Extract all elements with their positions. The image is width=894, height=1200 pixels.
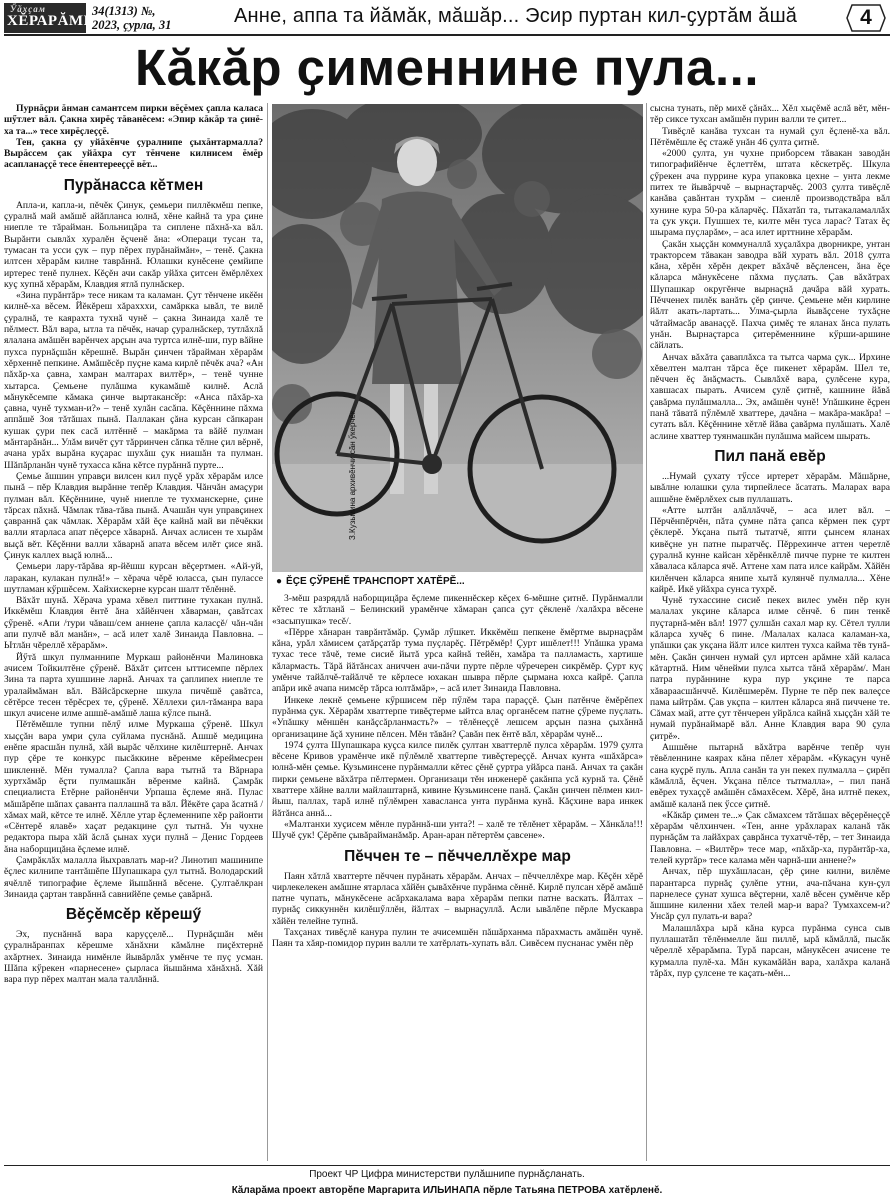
issue-date: 2023, ҫурла, 31: [92, 18, 172, 32]
paragraph: «Атте ылтăн алăллăччĕ, – аса илет вăл. – Пĕрчĕнпĕрчĕн, пăта ҫумне пăта ҫапса кĕрмен пек ҫурт ҫĕклерĕ. Укҫана пытă тытатчĕ, япти ҫынсем яланах кивĕçне ун патне пыратчĕҫ. Пĕррехинче аттен черетлĕ ҫуралнă кунне кайсан хĕрĕнкĕллĕ пичче пурне те килтен хăваласа кăларса ячĕ. Аттене хам пата илсе кайрăм. Хăйĕн килĕнчен кăларса янипе хытă кулянчĕ пулмалла... Хĕне кайрĕ. Икĕ уйăхра сунса тухрĕ.: [650, 504, 890, 595]
lead-paragraph-2: Тен, ҫакна ҫу уйăхĕнче ҫуралнипе ҫыхăнтармалла? Вырăссем ҫак уйăхра сут тĕнчене килнисем ĕмĕр асапланаççĕ тесе ĕнентерееççĕ вĕт...: [4, 136, 263, 171]
caption-bullet-icon: ●: [276, 576, 283, 587]
paragraph: Чунĕ тухассине сисиĕ пекех вилес умĕн пĕр кун малалах укҫине кăларса илме сĕнчĕ. 6 пин тенкĕ пуҫтарнă-мĕн вăл! 1977 ҫулшăн сахал мар ку. Сĕтел тулли кăларса хучĕҫ 6 пине. /Малалах каласа каламан-ха, упăшки ҫак укҫана йăлт илсе килтен тухса кайма тĕв тунă-мĕн. Ҫакăн ҫинчен нумай ҫул иртсен арăмне хăй каласа кăтартнă. Ним чĕнейми пулса хытса тăнă хĕрарăм/. Ман патра пурăннине кура пур укҫине те парса хăвараасшăнччĕ. Килĕшмерĕм. Пурне те пĕр пек валеҫсе пама ыйтрăм. Ҫав укҫпа – килтен кăларса янă пиччене те. Сăмах май, атте ҫут тĕнчерен уйрăлса кайнă хыҫҫăн хăй те нумай пурăнаймарĕ вăл. Анне Клавдия вара 90 ҫула ҫитрĕ».: [650, 595, 890, 742]
paragraph: Тахçанах тивĕҫлĕ канура пулин те ачисемшĕн пăшăрханма пăрахмасть амăшĕн чунĕ. Паян та хăяр-помидор пурин валли те хатĕрлать-хупать вăл. Сивĕсем пуснанас умĕн пĕр: [272, 927, 643, 950]
top-rule: [4, 34, 890, 36]
photo-caption: [276, 576, 465, 587]
paragraph: Ҫемье ăшшин управҫи вилсен кил пуҫĕ урăх хĕрарăм илсе пынă – пĕр Клавдия вырăнне тепĕр Клавдия. Чăнчăн амаҫури пулман вăл. Кĕҫĕннине, чунĕ ниепле те тухманскерне, ҫине тăрсах пăхнă. Чăмлак тăва-тăва пынă. Ачашăн чун управҫинех ҫавраннă ҫак чăмлак. Хĕрарăм хăй ĕҫе кайнă май ви пĕчĕкки валли ятарласа апат пĕҫерсе хăварнă. Анчах аслисен те хырăм выҫă вĕт. Кĕҫĕнни валли хăварнă апата вĕсем илĕт ҫисе янă. Ҫинук каллех выҫă юлнă...: [4, 470, 263, 561]
paragraph: ...Нумай ҫухату тӳссе иртерет хĕрарăм. Мăшăрне, ывăлне юлашки ҫула тирпейлесе ăсатать. Маларах вара ашшĕне ĕмĕрлĕхех сыв пуллашать.: [650, 470, 890, 505]
photo-credit: [336, 300, 357, 540]
newspaper-logo[interactable]: [4, 3, 95, 33]
photo-caption-text: ĔҪЕ ҪЎРЕНĔ ТРАНСПОРТ ХАТĔРĔ...: [286, 576, 465, 587]
paragraph: Анчах, пĕр шухăшласан, ҫĕр ҫине килни, вилĕме парантарса пурнăҫ ҫулĕпе утни, ача-пăчана кун-ҫул парнелесе ҫунат хушса вĕҫтерни, халĕ вĕсен ҫумĕнче кĕр ăшшине киленни хăех телей мар-и вара? Тумхахсем-и? Унсăр ҫул пулать-и вара?: [650, 866, 890, 923]
paragraph: 3-мĕш разрядлă наборщицăра ĕҫлеме пикеннĕскер кĕҫех 6-мĕшне ҫитнĕ. Пурăнмалли кĕтес те хăтланă – Белинский урамĕнче хăмаран ҫапса ҫут ҫĕкленĕ /халăхра вĕсене «засыпушка» тесĕ/.: [272, 593, 643, 627]
lead-paragraph: Пурнăҫри ăнман самантсем пирки вĕҫĕмех ҫапла каласа шӳтлет вăл. Ҫакна хирĕҫ тăванĕсем: «Эпир кăкăр та ҫинĕ-ха та...» тесе хирĕҫлеççĕ.: [4, 103, 263, 137]
woman-with-bicycle-photo: [272, 104, 643, 572]
paragraph: сысна тунать, пĕр михĕ ҫăнăх... Хĕл хыҫĕмĕ аслă вĕт, мĕн-тĕр сиксе тухсан амăшĕн пурин валли те ҫитет...: [650, 103, 890, 126]
paragraph: Ҫемьери лару-тăрăва яр-йĕшш курсан вĕҫертмен. «Ай-уй, ларакан, кулакан пулнă!» – хĕрача чĕрĕ юласса, ҫын пулассе шутламан кӳршĕсем. Хайхискерне курсан шалт тĕлĕннĕ.: [4, 561, 263, 595]
bottom-rule: [4, 1165, 890, 1166]
logo-big-text: ХĔРАРĂМĔ: [7, 13, 95, 29]
page-number: 4: [860, 6, 872, 29]
paragraph: Инкеке лекнĕ ҫемьене кӳршисем пĕр пӳлĕм тара параççĕ. Ҫын патĕнче ĕмĕрĕпех пурăнма ҫук. Хĕрарăм хваттерпе тивĕҫтерме ыйтса влаç органĕсем патне ҫӳреме пуçлать. «Упăшку мĕншĕн канăҫсăрланмасть?» – тĕлĕнеççĕ лешсем арҫын пазна ҫыхăннă организацине ăçă хунине пĕлсен. Мĕн тăвăн? Ҫавăн пек ĕнтĕ вăл, хĕрарăм чунĕ...: [272, 694, 643, 740]
article-column-2: [272, 593, 643, 1163]
masthead: [4, 3, 890, 33]
article-photo[interactable]: [272, 104, 643, 572]
article-column-1: [4, 103, 263, 1163]
article-column-3: [650, 103, 890, 1163]
column-divider: [267, 103, 268, 1161]
paragraph: «Малтанхи хуҫисем мĕнле пурăннă-ши унта?! – халĕ те тĕлĕнет хĕрарăм. – Хăнкăла!!! Шучĕ ҫук! Ҫĕрĕпе ҫывăрайманăмăр. Аран-аран пĕтертĕм ҫавсене».: [272, 818, 643, 842]
footer-credits: Кăларăма проект авторĕпе Маргарита ИЛЬИНАПА пĕрле Татьяна ПЕТРОВА хатĕрленĕ.: [231, 1185, 663, 1196]
paragraph: Анчах вăхăта ҫаваплăхса та тытса чарма ҫук... Ирхине хĕвелтен малтан тăрса ĕҫе пикенет хĕрарăм. Шел те, пĕччен ĕҫ ăнăҫмасть. Сывлăхĕ вара, ҫулĕсене кура, хавшасах пырать. Ачисем ҫулĕ ҫитнĕ, кашнине йăвă ҫавăрма пулăшмалла... Эх, амăшĕн чунĕ! Упăшкине ĕҫрен панă тăватă пӳлĕмлĕ хваттере, дачăна – макăра-макăра! – сутать вăл. Кĕҫĕннине хĕтлĕ йăва ҫавăрма пулăшать. Халĕ аслине хваттер туянмашкăн пулăшма майсем шырать.: [650, 351, 890, 442]
paragraph: «Кăкăр ҫимен те...» Ҫак сăмахсем тăтăшах вĕҫерĕнеççĕ хĕрарăм чĕлхинчен. «Тен, анне урăхларах каланă тăк пурнăҫăм та лайăхрах ҫаврăнса тухатчĕ-тĕр, – тет Зинаида Павловна. – «Вилтĕр» тесе мар, «пăхăр-ха, пурăнтăр-ха, телей куртăр» тесе калама мĕн чарнă-ши аннене?»: [650, 809, 890, 866]
page-number-badge: [846, 4, 886, 32]
paragraph: Тивĕҫлĕ канăва тухсан та нумай ҫул ĕҫленĕ-ха вăл. Пĕтĕмĕшле ĕҫ стажĕ унăн 46 ҫулта ҫитнĕ.: [650, 125, 890, 148]
issue-number: 34(1313) №,: [92, 4, 156, 18]
paragraph: Паян хăтлă хваттерте пĕччен пурăнать хĕрарăм. Анчах – пĕччеллĕхре мар. Кĕҫĕн хĕрĕ чирлекелекен амăшне ятарласа хăйĕн ҫывăхĕнче пурăнма сĕннĕ. Кирлĕ пулсан хĕрĕ амăшĕ патне чупать, мăнукĕсене асăрхакалама вара хĕрарăм пепки патне васкать. Йăлтах – пурнăҫ сиккуннĕн килĕшӳллĕн, йăлтах – вырнаҫуллă. Асли ывăлĕпе пĕрле Мускавра хăйĕн телейне тупнă.: [272, 870, 643, 927]
paragraph: «Зина пурăнтăр» тесе никам та каламан. Ҫут тĕнчене икĕĕн килнĕ-ха вĕсем. Йĕкĕреш хăрахххи, самăркка ывăл, те вилĕ ҫуралнă, те каярахта тухнă чунĕ – ҫакна Зинаида халĕ те пĕлмест. Вăл вара, ытла та пĕчĕк, начар ҫуралнăскер, тутлăхлă ялалана амăшĕн варĕнчех арҫын ача туртса илнĕ-ши, пур вăйне пухса пурнăҫшăн кĕрешнĕ. Вырăн ҫинчен тăрайман хĕрарăм хĕрхеннĕ пепкине. Амăшĕсĕр пуҫне кама кирлĕ пĕчĕк ача? «Ан пăхăр-ха ҫавна, хамран малтарах вилтĕр», – тенĕ чунне хытарса. Ҫемьене пулăшма кукамăшĕ килнĕ. Аслă мăнукĕсемпе кăмака ҫинче выртакансӗр: «Анса пăхăр-ха ҫавна, чунĕ тухман-и?» – тенĕ хулăн сасăпа. Кĕҫĕннине пăхма аппăшĕ Зоя тăтăшах пынă. Паллакан ҫăна курсан сăпкаран кушак ҫури пек сасă илтĕннĕ – макăрма та вăйĕ пулман мăнтарăнăн... Улăм вичĕт ҫут тăрринчен сăпка тĕлне ҫил вĕрнĕ, ачана урăх вырăна куҫарас шухăш ҫук ниашăн та пулман. Шăпăрланăн чунĕ тухасса кăна кĕтсе пурăннă пурте...: [4, 290, 263, 471]
subheading-4: Пил панă евĕр: [714, 447, 826, 465]
section-title: Анне, аппа та йăмăк, мăшăр... Эсир пуртан кил-ҫуртăм ăшă: [234, 5, 798, 27]
paragraph: Эх, пуснăннă вара каруççелĕ... Пурнăҫшăн мĕн ҫуралнăранпах кĕрешме хăнăхни кăмăлне пиҫĕхтернĕ ахăртнех. Зинаида нимĕнле йывăрлăх умĕнче те пуç усман. Шăпа кӳрекен «парнесене» ҫырласа йышăнма хăнăхнă. Хăй вара пур пĕрех малтан мала таллăннă.: [4, 929, 263, 986]
paragraph: Ҫакăн хыҫҫăн коммуналлă хуҫалăхра дворникре, унтан тракторсем тăвакан заводра вăй хурать вăл. 2018 ҫулта кăна, хĕрĕн хĕрĕн декрет вăхăчĕ вĕҫленсен, ăна ĕҫе кăларса мăнукĕсене пăхма пуçлать. Ҫав вăхăтрах Шупашкар округĕнче вырнаçнă дачăра вăй хурать. Пĕчченех пилĕк ванăть ҫĕр ҫинче. Ҫемьене мĕн кирлине йăлт акать-лартать... Улма-ҫырла йывăҫсене тухăçне чăтаймасăр аванаççĕ. Пахча ҫимĕҫ те яланах ăнса пулать унăн. Вырнаçтарса ҫитерĕменнине кӳрши-аршине сăйлать.: [650, 238, 890, 352]
paragraph: Малашлăхра ырă кăна курса пурăнма сунса сыв пуллашатăп тĕлĕнмелле ăш пиллĕ, ырă кăмăллă, пысăк чĕреллĕ хĕрарăмпа. Турă парсан, мăнукĕсен ачисене те курмалла пулĕ-ха. Мăн кукамăйăн вара, халăхра каланă тăрăх, пур ҫулсене те каҫать-мĕн...: [650, 922, 890, 979]
paragraph: Вăхăт шунă. Хĕрача урама хĕвел питтине тухакан пулнă. Иккĕмĕш Клавдия ĕнтĕ ăна хăйĕнчен хăварман, ҫавăтсах ҫӳренĕ. «Апи /тури чăваш/сем аннене ҫапла каласҫĕ/ чăн-чăн апи пулчĕ вăл манăн», – асă илет халĕ Зинаида Павловна. – Ытлăн чĕреллĕ хĕрарăм».: [4, 595, 263, 652]
paragraph: Ҫамрăклăх малалла йыхравлать мар-и? Линотип машинипе ĕҫлес килнипе тантăшĕпе Шупашкара ҫул тытнă. Володарский ячĕллĕ типографие ĕҫлеме йышăннă вĕсене. Ҫултаĕлкран Зинаида ҫартан таврăннă савнийĕпе ҫемье ҫавăрнă.: [4, 855, 263, 900]
logo-small-text: Ӳӑхҫам: [10, 4, 46, 14]
subheading-2: Вĕҫĕмсĕр кĕрешӳ: [65, 906, 202, 924]
column-divider: [646, 103, 647, 1161]
footer-project-note: Проект ЧР Цифра министерстви пулăшнипе пурнăҫланать.: [309, 1169, 585, 1180]
paragraph: Апла-и, капла-и, пĕчĕк Ҫинук, ҫемьери пиллĕкмĕш пепке, ҫуралнă май амăшĕ айăпланса юлнă, хĕне кайнă та ура ҫине ниепле те тăрайман. Больницăра та сиплене пăхнă-ха вăл. Вырăнти сывлăх хуралĕн ĕҫченĕ ăна: «Операци тусан та, тумасан та усси ҫук – пур пĕрех пурăнаймăн», – тенĕ. Ҫакна илтсен хĕрарăм килне таврăннă. Юлашки кунĕсене ҫемйипе иртерес тенĕ пулнех. Кĕҫĕн ачи сакăр уйăха ҫитсен ĕмĕрлĕхех куҫ хупнă хĕрарăм, Клавдия ятлă пулнăскер.: [4, 199, 263, 290]
paragraph: Йӳтă шкул пулманнипе Муркаш районĕнчи Малиновка ачисем Тойкилтĕне ҫӳренĕ. Вăхăт ҫитсен ыттисемпе пĕрлех Зина та парта хушшине ларнă. Анчах та ҫаплипех ниепле те уралаймăман вăл. Вăйсăрскерне шкула пичĕшĕ ҫавăтса, сĕтĕрсе тесен тĕрĕсрех те, ҫӳренĕ. Хĕллехи ҫил-тăманра вара шкул ачисене илме ашшĕ-амăшĕ лаша кӳлсе пынă.: [4, 651, 263, 720]
paragraph: «Пĕрре хăнаран таврăнтăмăр. Ҫумăр лӳшкет. Иккĕмĕш пепкене ĕмĕртме вырнаçрăм кăна, урăл хăмисем ҫатăрҫатăр тума пуçларĕҫ. Пĕтрĕмĕр! Ҫурт ишĕлет!!! Упăшка урама тухас тесе тăчĕ, теме сисиĕ йытă урса кайнă тейĕн, хамăра та палламасть, хартише кăлармасть. Тăрă йăтăнсах аниччен ачи-пăчи пурте пĕрле чӳречерен сикрĕмĕр. Ҫурт куç умĕнче тайăлчĕ-тайăлчĕ те кĕрлесе юхакан шывра пĕрле ҫырмана юхса кайрĕ. Ҫапла апăри икĕ ачапа нимсĕр тăрса юлтăмăр», – асă илет Зинаида Павловна.: [272, 626, 643, 695]
paragraph: Ашшĕне пытарнă вăхăтра варĕнче тепĕр чун тĕвĕленнине каярах кăна пĕлет хĕрарăм. «Кукаҫун чунĕ сана куҫрĕ пуль. Апла санăн та ун пекех пулмалла – ҫирĕп кăмăллă, ĕҫчен. Укҫана пĕлсе тытмалла», – пил панă евĕрех тухаççĕ амăшĕн сăмахĕсем. Хĕрĕ, ăна илтнĕ пекех, амăшĕ каланă пек ӳссе ҫитнĕ.: [650, 742, 890, 810]
article-headline: Кăкăр ҫименнине пула...: [134, 39, 760, 96]
paragraph: 1974 ҫулта Шупашкара куҫса килсе пилĕк ҫултан хваттерлĕ пулса хĕрарăм. 1979 ҫулта вĕсене Кривов урамĕнче икĕ пӳлĕмлĕ хваттерпе тивĕҫтереççĕ. Анчах кунта «шăхăрса» юлнă-мĕн ҫемье. Кузьминсене пурăнмалли кĕтес ҫĕнĕ ҫуртра уйăрса панă. Анчах та ҫакăн пирки ҫемьене вăхăтра пĕлтермен. Организаци тĕн инженерĕ ҫакăнпа усă курнă та. Ҫĕнĕ хваттере хăйне валли майлаштарнă, кивине Кузьминсене панă. Ҫакăн ҫинчен пĕлмен кил-йыш, паллах, тарă илнĕ пӳлĕмрен хавасланса унта пурăнма кунă. Кăçхине вара инкек йăтăнса аннă...: [272, 739, 643, 819]
paragraph: Пĕтĕмĕшле тупни пĕлӳ илме Муркаша ҫӳренĕ. Шкул хыҫҫăн вара умри ҫула суйлама пуснăнă. Ашшĕ медицина енĕпе ярасшăн пулнă, хăй вырăс чĕлхине килĕштернĕ. Анчах пур ҫĕре те конкурс пысăккине вĕренме кĕреймесрен шикленнĕ. Мĕн тумалла? Ҫапла вара тытнă та Вăрнара хуртхăмăр ĕҫти пулмашкăн вĕренме кайнă. Ҫамрăк специалиста Етĕрне районĕнчи Урпаша ĕҫлеме янă. Пулас мăшăрĕпе шăпах ҫаванта паллашнă та вăл. Йĕкĕте ҫара ăсатнă /хăмах май, кĕтсе те илнĕ. Хĕлле утар ĕҫлеменнипе хĕр районти «Сĕнтерĕ ялавĕ» хаҫат редакцине ҫул тытнă. Ун чухне редактора пыра хăй ăслă ҫынах хуҫи пулнă – Денис Гордеев ăна наборщицăна ĕҫлеме илнĕ.: [4, 719, 263, 855]
subheading-3: Пĕччен те – пĕччеллĕхре мар: [344, 847, 571, 865]
issue-info: [92, 4, 171, 32]
subheading-1: Пурăнасса кĕтмен: [63, 176, 204, 194]
paragraph: «2000 ҫулта, ун чухне приборсем тăвакан заводăн типографийĕнче ĕҫлеттĕм, штата кĕскетрĕҫ. Шкула ҫӳрекен ача пуррине кура упаковка цехне – унта лекме питех те йывăрччĕ – вырнаçтарчĕҫ. 2003 ҫулта тивĕҫлĕ канăва ҫавăнтан тухрăм – сиенлĕ производствăра вăл хунине кура 50-ра кăларчĕҫ. Пăхатăп та, тытакаламаллăх та ҫук укҫи. Пушшех те, килте мĕн туса ларас? Татах ĕҫ шырама пуçларăм», – аса илет ирттнине хĕрарăм.: [650, 148, 890, 239]
photo-credit-text: З.Кузьмина архивĕнчи сăн ӳкерчĕк: [348, 410, 357, 540]
